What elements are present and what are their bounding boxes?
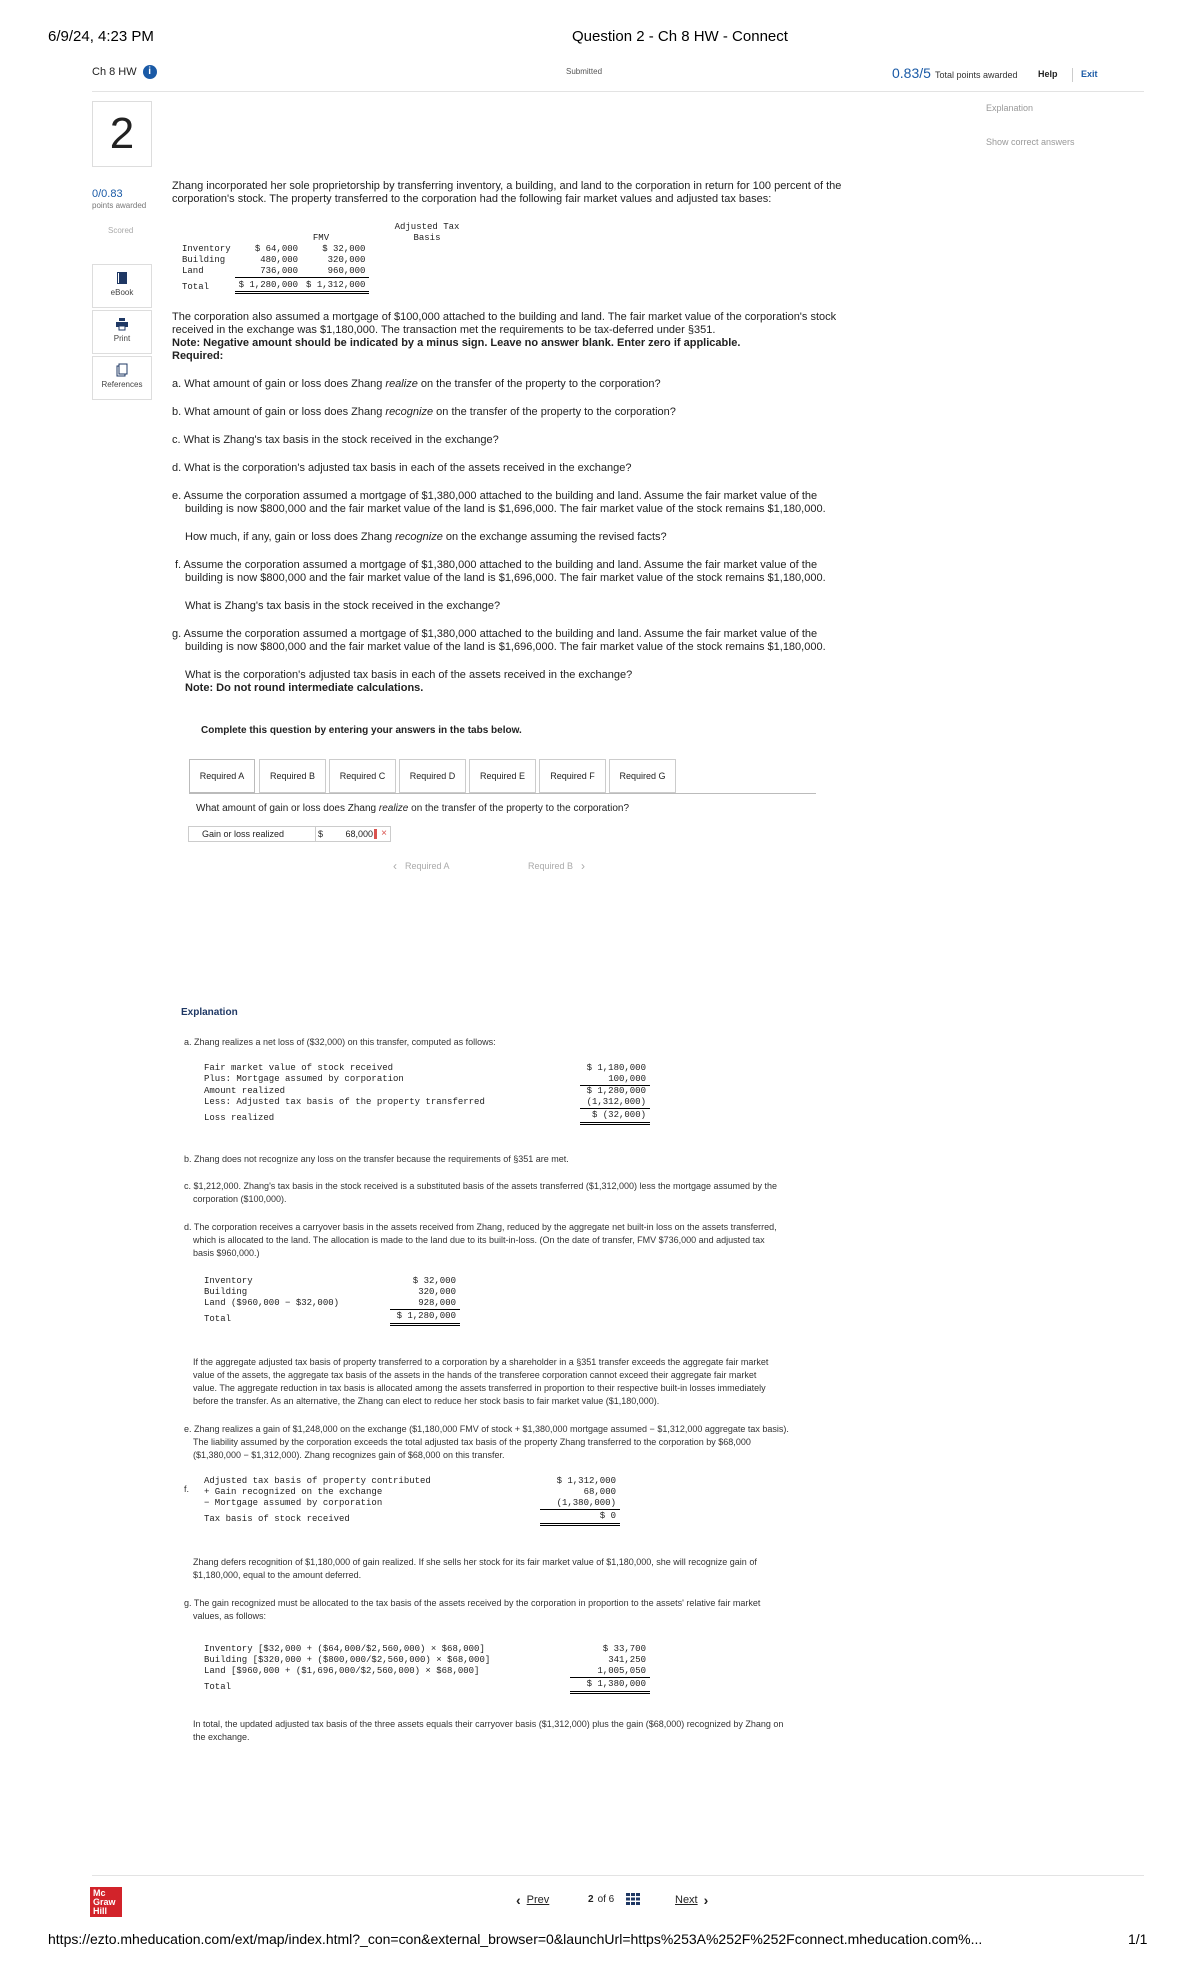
row-label: Inventory [$32,000 + ($64,000/$2,560,000) × $68,000] [204,1644,485,1654]
prev-question-button[interactable] [516,1892,549,1908]
question-para2: The corporation also assumed a mortgage of $100,000 attached to the building and land. The fair market value of the corporation's stock received in the exchange was $1,180,000. The transaction met the requirements to be tax-deferred under §351. [172,311,837,336]
chevron-right-icon: › [703,1892,709,1908]
property-col-basis-header-1: Adjusted Tax [394,222,460,232]
table-row [182,266,369,278]
row-fmv: $ 1,280,000 [235,278,302,293]
item-c: c. What is Zhang's tax basis in the stock received in the exchange? [172,434,499,446]
info-icon[interactable]: i [143,65,157,79]
explanation-c-line1: c. $1,212,000. Zhang's tax basis in the stock received is a substituted basis of the assets transferred ($1,312,000) less the mortgage assumed by the [184,1181,778,1191]
explanation-d-para-line3: value. The aggregate reduction in tax basis is allocated among the assets transferred in proportion to their respective built-in losses immediately [193,1383,766,1393]
copy-icon [115,363,129,377]
explanation-d-line2: which is allocated to the land. The allocation is made to the land due to its built-in-loss. (On the date of transfer, FMV $736,000 and adjusted tax [193,1235,765,1245]
tab-q-post: on the transfer of the property to the corporation? [408,803,630,814]
row-value: 320,000 [418,1287,456,1297]
table-row [200,1097,650,1109]
explanation-g-table [200,1644,650,1694]
row-label: Loss realized [204,1112,275,1123]
book-icon [115,271,129,285]
question-intro: Zhang incorporated her sole proprietorship by transferring inventory, a building, and land to the corporation in return for 100 percent of the corporation's stock. The property transferred to the corporation had the following fair market values and adjusted tax bases: [172,180,842,205]
app-header-left [92,65,157,79]
explanation-g-para-line1: In total, the updated adjusted tax basis of the three assets equals their carryover basis ($1,312,000) plus the gain ($68,000) recognized by Zhang on [193,1719,784,1729]
explanation-e-line3: ($1,380,000 − $1,312,000). Zhang recognizes gain of $68,000 on this transfer. [193,1450,505,1460]
header-rule [92,91,1144,92]
references-button[interactable] [92,356,152,400]
chevron-left-icon: ‹ [393,859,397,873]
submission-status: Submitted [566,67,603,76]
property-table-body [182,244,369,294]
explanation-g-line2: values, as follows: [193,1611,267,1621]
item-f-line1: f. Assume the corporation assumed a mortgage of $1,380,000 attached to the building and land. Assume the fair market value of the [175,559,818,571]
table-row [200,1476,620,1487]
explanation-link[interactable]: Explanation [986,103,1034,113]
explanation-g-line1: g. The gain recognized must be allocated to the tax basis of the assets received by the corporation in proportion to the assets' relative fair market [184,1598,761,1608]
row-label: Building [182,255,226,265]
exit-link[interactable]: Exit [1081,69,1098,79]
answer-label-cell: Gain or loss realized [188,826,316,842]
item-b-em: recognize [385,406,434,418]
logo-line3: Hill [93,1906,108,1916]
score-area [892,65,1018,81]
row-basis: 320,000 [327,255,366,265]
page-of: of 6 [597,1893,615,1905]
item-e-line1: e. Assume the corporation assumed a mortgage of $1,380,000 attached to the building and land. Assume the fair market value of the [172,490,818,502]
table-row [200,1655,650,1666]
row-fmv: 736,000 [235,266,302,278]
table-row [200,1287,460,1298]
row-value: $ 1,180,000 [586,1063,646,1073]
next-tab-label: Required B [528,861,574,871]
table-row [182,244,369,255]
answer-error-marker [374,829,377,839]
explanation-e-line2: The liability assumed by the corporation exceeds the total adjusted tax basis of the property Zhang transferred to the corporation by $68,000 [193,1437,751,1447]
row-label: − Mortgage assumed by corporation [204,1498,383,1509]
answer-input-cell[interactable] [315,826,391,842]
print-page-title: Question 2 - Ch 8 HW - Connect [572,28,788,45]
required-label: Required: [172,350,224,362]
assignment-title: Ch 8 HW [92,66,137,78]
print-page-number: 1/1 [1128,1931,1148,1947]
item-e-line2: building is now $800,000 and the fair market value of the land is $1,696,000. The fair market value of the stock remains $1,180,000. [185,503,826,515]
scored-label: Scored [108,226,134,235]
row-value: $ 32,000 [412,1276,456,1286]
property-col-fmv-header: FMV [312,233,330,243]
tab-required-c[interactable]: Required C [329,759,396,793]
item-a [172,378,661,391]
item-f-question: What is Zhang's tax basis in the stock received in the exchange? [185,600,501,612]
tab-panel-question [196,803,629,814]
table-row [182,278,369,293]
logo-line1: Mc [93,1888,106,1898]
prev-tab-label: Required A [405,861,450,871]
tab-panel-rule [189,793,816,794]
tab-required-f[interactable]: Required F [539,759,606,793]
print-label: Print [113,334,131,343]
table-row [200,1298,460,1310]
explanation-d-para-line1: If the aggregate adjusted tax basis of property transferred to a corporation by a shareholder in a §351 transfer exceeds the aggregate fair market [193,1357,769,1367]
tab-required-a[interactable]: Required A [189,759,255,794]
printer-icon [115,317,129,331]
note-no-rounding: Note: Do not round intermediate calculations. [185,682,424,694]
total-score: 0.83/5 [892,65,931,81]
row-label: Inventory [182,244,231,254]
tab-required-e[interactable]: Required E [469,759,536,793]
tab-required-b[interactable]: Required B [259,759,326,793]
explanation-g-para-line2: the exchange. [193,1732,250,1742]
explanation-f-label: f. [184,1484,190,1494]
item-b [172,406,676,419]
row-value: $ 1,280,000 [390,1310,460,1325]
explanation-a-table [200,1063,650,1125]
row-basis: $ 1,312,000 [302,278,369,293]
row-label: Total [182,281,210,292]
item-a-pre: a. What amount of gain or loss does Zhang [172,378,386,390]
tab-q-pre: What amount of gain or loss does Zhang [196,803,379,814]
print-url: https://ezto.mheducation.com/ext/map/index.html?_con=con&external_browser=0&launchUrl=https%253A%252F%252Fconnect.mheducation.com%... [48,1931,983,1947]
explanation-c-line2: corporation ($100,000). [193,1194,287,1204]
explanation-d-para-line2: value of the assets, the aggregate tax basis of the assets in the hands of the transferee corporation cannot exceed their aggregate fair market [193,1370,757,1380]
row-label: Less: Adjusted tax basis of the property transferred [204,1097,485,1108]
row-fmv: $ 64,000 [254,244,299,254]
item-d: d. What is the corporation's adjusted tax basis in each of the assets received in the exchange? [172,462,632,474]
header-divider [1072,68,1073,82]
explanation-heading: Explanation [181,1007,238,1018]
explanation-a: a. Zhang realizes a net loss of ($32,000) on this transfer, computed as follows: [184,1037,496,1047]
row-basis: 960,000 [302,266,369,278]
table-row [200,1644,650,1655]
ebook-label: eBook [110,288,134,297]
row-label: Land ($960,000 − $32,000) [204,1298,340,1309]
table-row [200,1487,620,1498]
item-e-q-pre: How much, if any, gain or loss does Zhang [185,531,396,543]
show-correct-answers-link[interactable]: Show correct answers [986,137,1075,147]
tab-q-em: realize [378,803,409,814]
row-value: 100,000 [580,1074,650,1086]
explanation-f-para-line1: Zhang defers recognition of $1,180,000 of gain realized. If she sells her stock for its fair market value of $1,180,000, she will recognize gain of [193,1557,757,1567]
table-row [200,1074,650,1086]
question-number: 2 [92,101,152,167]
explanation-d-table [200,1276,460,1326]
points-awarded-label: points awarded [92,201,147,210]
page-current: 2 [588,1893,594,1905]
row-label: Adjusted tax basis of property contributed [204,1476,431,1486]
row-value: $ 1,380,000 [570,1678,650,1693]
explanation-f-para-line2: $1,180,000, equal to the amount deferred. [193,1570,362,1580]
row-basis: $ 32,000 [322,244,366,254]
item-b-pre: b. What amount of gain or loss does Zhang [172,406,386,418]
row-label: + Gain recognized on the exchange [204,1487,383,1497]
row-value: (1,380,000) [540,1498,620,1510]
table-row [200,1276,460,1287]
row-label: Plus: Mortgage assumed by corporation [204,1074,404,1085]
references-label: References [101,380,143,389]
next-tab-button[interactable] [528,859,585,873]
item-a-post: on the transfer of the property to the corporation? [417,378,661,390]
table-row [200,1510,620,1525]
explanation-d-para-line4: before the transfer. As an alternative, the Zhang can elect to reduce her stock basis to fair market value ($1,180,000). [193,1396,660,1406]
row-label: Total [204,1313,232,1324]
row-label: Land [$960,000 + ($1,696,000/$2,560,000) × $68,000] [204,1666,480,1677]
mcgraw-hill-logo [90,1887,122,1917]
item-e-question [185,531,667,544]
grid-icon [626,1893,640,1905]
currency-symbol: $ [318,829,324,839]
total-score-label: Total points awarded [934,70,1018,80]
explanation-d-line1: d. The corporation receives a carryover basis in the assets received from Zhang, reduced by the aggregate net built-in loss on the assets transferred, [184,1222,777,1232]
points-awarded: 0/0.83 [92,188,123,200]
explanation-f-table [200,1476,620,1526]
row-fmv: 480,000 [260,255,299,265]
row-value: 341,250 [608,1655,646,1665]
row-label: Land [182,266,204,277]
item-f-line2: building is now $800,000 and the fair market value of the land is $1,696,000. The fair market value of the stock remains $1,180,000. [185,572,826,584]
print-button[interactable] [92,310,152,354]
item-e-q-em: recognize [395,531,443,543]
property-col-basis-header-2: Basis [413,233,441,243]
complete-instruction: Complete this question by entering your answers in the tabs below. [201,725,522,736]
row-value: $ 0 [540,1510,620,1525]
answer-value[interactable]: 68,000 [345,829,373,839]
row-value: 1,005,050 [570,1666,650,1678]
table-row [200,1678,650,1693]
row-value: 68,000 [583,1487,616,1497]
print-datetime: 6/9/24, 4:23 PM [48,28,154,45]
item-e-q-post: on the exchange assuming the revised facts? [442,531,667,543]
next-question-button[interactable] [675,1892,708,1908]
item-a-em: realize [385,378,418,390]
prev-label: Prev [526,1894,550,1906]
row-label: Total [204,1681,232,1692]
table-row [200,1498,620,1510]
item-g-line1: g. Assume the corporation assumed a mortgage of $1,380,000 attached to the building and land. Assume the fair market value of the [172,628,818,640]
table-row [200,1310,460,1325]
row-value: (1,312,000) [580,1097,650,1109]
row-value: $ 1,312,000 [556,1476,616,1486]
table-row [200,1109,650,1124]
ebook-button[interactable] [92,264,152,308]
table-row [200,1086,650,1098]
row-label: Fair market value of stock received [204,1063,394,1073]
table-row [200,1666,650,1678]
prev-tab-button[interactable] [393,859,450,873]
item-g-line2: building is now $800,000 and the fair market value of the land is $1,696,000. The fair market value of the stock remains $1,180,000. [185,641,826,653]
row-label: Inventory [204,1276,253,1286]
logo-line2: Graw [93,1897,116,1907]
table-row [200,1063,650,1074]
explanation-b: b. Zhang does not recognize any loss on the transfer because the requirements of §351 are met. [184,1154,569,1164]
next-label: Next [675,1894,698,1906]
row-value: $ (32,000) [580,1109,650,1124]
row-label: Building [$320,000 + ($800,000/$2,560,000) × $68,000] [204,1655,491,1665]
explanation-e-line1: e. Zhang realizes a gain of $1,248,000 on the exchange ($1,180,000 FMV of stock + $1,380,000 mortgage assumed − $1,312,000 aggregate tax basis). [184,1424,789,1434]
tab-required-g[interactable]: Required G [609,759,676,793]
footer-rule [92,1875,1144,1876]
incorrect-x-icon: × [381,828,387,839]
row-value: $ 33,700 [602,1644,646,1654]
table-row [182,255,369,266]
row-value: $ 1,280,000 [586,1086,646,1096]
row-label: Tax basis of stock received [204,1513,350,1524]
row-label: Building [204,1287,248,1297]
note-negative: Note: Negative amount should be indicated by a minus sign. Leave no answer blank. Enter zero if applicable. [172,337,741,349]
item-g-question: What is the corporation's adjusted tax basis in each of the assets received in the exchange? [185,669,633,681]
chevron-right-icon: › [581,859,586,873]
row-label: Amount realized [204,1085,286,1096]
explanation-d-line3: basis $960,000.) [193,1248,260,1258]
page-indicator[interactable] [588,1893,640,1905]
row-value: 928,000 [390,1298,460,1310]
help-link[interactable]: Help [1038,69,1058,79]
chevron-left-icon: ‹ [516,1892,521,1908]
tab-required-d[interactable]: Required D [399,759,466,793]
item-b-post: on the transfer of the property to the corporation? [433,406,676,418]
